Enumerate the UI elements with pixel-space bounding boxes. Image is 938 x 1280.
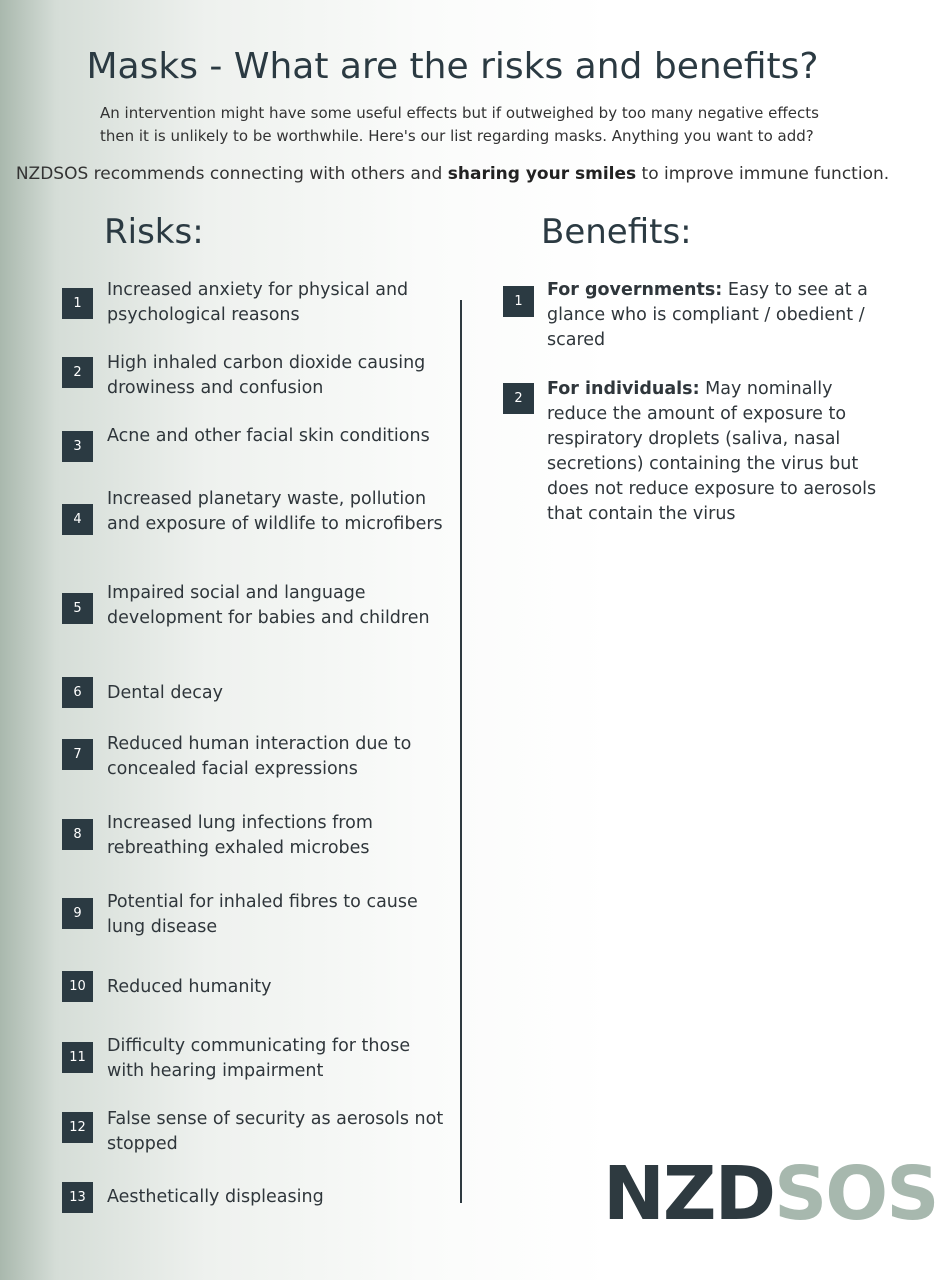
benefit-text	[547, 377, 877, 527]
risk-text: Aesthetically displeasing	[107, 1187, 324, 1207]
risk-text: Increased lung infections from rebreathing exhaled microbes	[107, 813, 373, 858]
tagline	[0, 164, 905, 184]
risk-number: 5	[62, 593, 93, 624]
risk-number: 8	[62, 819, 93, 850]
risk-text: Increased anxiety for physical and psychological reasons	[107, 280, 409, 325]
risk-text: High inhaled carbon dioxide causing drowiness and confusion	[107, 353, 426, 398]
tagline-bold: sharing your smiles	[447, 164, 637, 184]
benefit-number: 2	[503, 383, 534, 414]
benefit-label: For individuals:	[547, 379, 700, 399]
risk-text: Dental decay	[107, 683, 223, 703]
column-divider	[460, 300, 462, 1203]
benefits-heading: Benefits:	[541, 212, 692, 252]
risk-number: 4	[62, 504, 93, 535]
risk-number: 9	[62, 898, 93, 929]
risk-number: 11	[62, 1042, 93, 1073]
risk-text: Difficulty communicating for those with hearing impairment	[107, 1036, 411, 1081]
risk-text: Reduced human interaction due to concealed facial expressions	[107, 734, 412, 779]
tagline-before: NZDSOS recommends connecting with others and	[15, 164, 448, 184]
benefit-text	[547, 278, 877, 353]
risk-text: Increased planetary waste, pollution and exposure of wildlife to microfibers	[107, 489, 443, 534]
page-title: Masks - What are the risks and benefits?	[86, 46, 819, 87]
risk-number: 12	[62, 1112, 93, 1143]
risk-number: 10	[62, 971, 93, 1002]
risk-number: 7	[62, 739, 93, 770]
risk-number: 2	[62, 357, 93, 388]
risk-text: Reduced humanity	[107, 977, 272, 997]
benefit-description: Easy to see at a glance who is compliant / obedient / scared	[547, 280, 868, 350]
risk-number: 1	[62, 288, 93, 319]
risk-text: Impaired social and language development for babies and children	[107, 583, 430, 628]
benefit-description: May nominally reduce the amount of exposure to respiratory droplets (saliva, nasal secretions) containing the virus but does not reduce exposure to aerosols that contain the virus	[547, 379, 877, 524]
logo-dark-part: NZD	[603, 1151, 775, 1237]
benefit-label: For governments:	[547, 280, 723, 300]
benefit-number: 1	[503, 286, 534, 317]
risk-text: False sense of security as aerosols not stopped	[107, 1109, 444, 1154]
logo-light-part: SOS	[774, 1151, 938, 1237]
intro-text: An intervention might have some useful effects but if outweighed by too many negative effects then it is unlikely to be worthwhile. Here's our list regarding masks. Anything you want to add?	[100, 104, 819, 145]
risk-text: Acne and other facial skin conditions	[107, 426, 430, 446]
risk-text: Potential for inhaled fibres to cause lung disease	[107, 892, 418, 937]
tagline-after: to improve immune function.	[636, 164, 890, 184]
risk-number: 3	[62, 431, 93, 462]
risk-number: 6	[62, 677, 93, 708]
risk-number: 13	[62, 1182, 93, 1213]
nzdsos-logo	[603, 1151, 938, 1237]
risks-heading: Risks:	[104, 212, 204, 252]
